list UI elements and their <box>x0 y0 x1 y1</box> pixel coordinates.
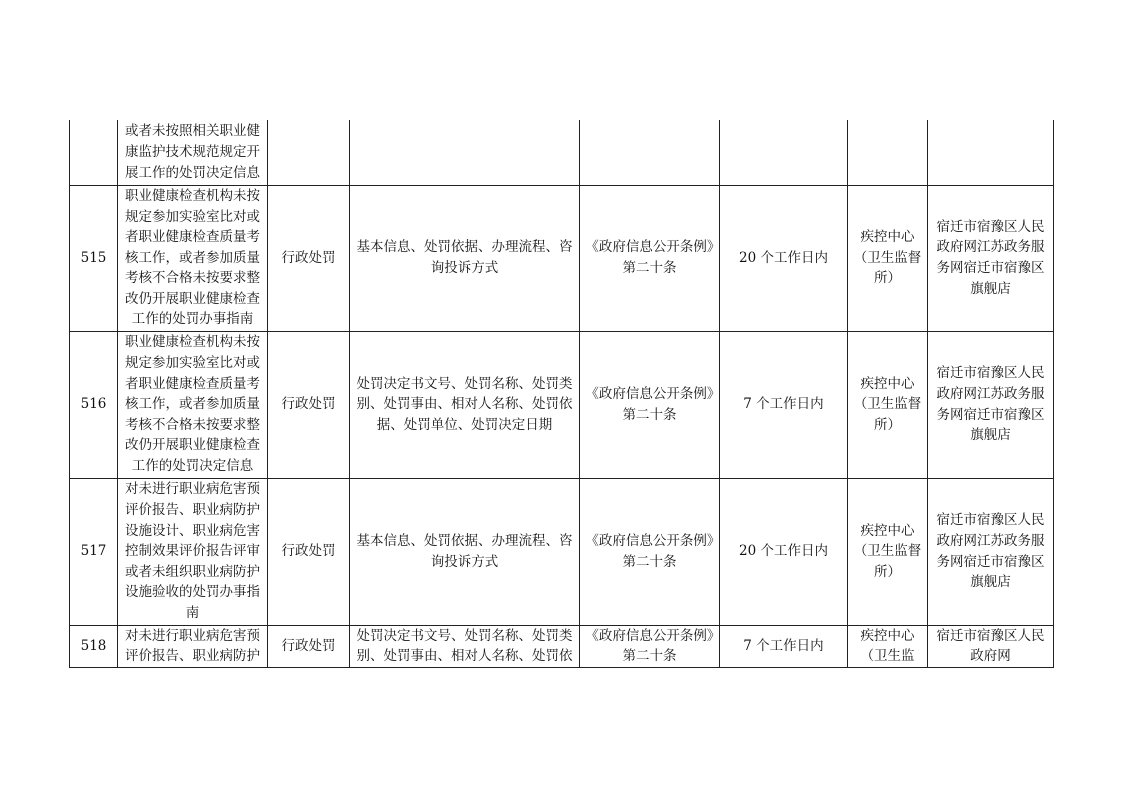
item-category: 行政处罚 <box>268 478 350 625</box>
item-channel: 宿迁市宿豫区人民政府网江苏政务服务网宿迁市宿豫区旗舰店 <box>928 478 1054 625</box>
item-number: 516 <box>70 331 118 478</box>
table-row <box>70 625 1054 667</box>
item-name: 对未进行职业病危害预评价报告、职业病防护设施设计、职业病危害控制效果评价报告评审或者未组织职业病防护设施验收的处罚办事指南 <box>118 478 268 625</box>
item-subject: 疾控中心（卫生监督所） <box>848 331 928 478</box>
item-basis: 《政府信息公开条例》第二十条 <box>580 478 720 625</box>
item-number: 518 <box>70 625 118 667</box>
item-number: 515 <box>70 185 118 331</box>
item-subject: 疾控中心（卫生监督所） <box>848 478 928 625</box>
item-basis: 《政府信息公开条例》第二十条 <box>580 331 720 478</box>
item-period: 7 个工作日内 <box>720 331 848 478</box>
item-content: 基本信息、处罚依据、办理流程、咨询投诉方式 <box>350 478 580 625</box>
item-basis <box>580 120 720 185</box>
item-channel: 宿迁市宿豫区人民政府网江苏政务服务网宿迁市宿豫区旗舰店 <box>928 331 1054 478</box>
item-category <box>268 120 350 185</box>
item-name: 对未进行职业病危害预评价报告、职业病防护 <box>118 625 268 667</box>
item-period: 20 个工作日内 <box>720 478 848 625</box>
table-row <box>70 185 1054 331</box>
item-name: 或者未按照相关职业健康监护技术规范规定开展工作的处罚决定信息 <box>118 120 268 185</box>
item-content <box>350 120 580 185</box>
item-channel <box>928 120 1054 185</box>
item-channel: 宿迁市宿豫区人民政府网 <box>928 625 1054 667</box>
item-name: 职业健康检查机构未按规定参加实验室比对或者职业健康检查质量考核工作，或者参加质量考核不合格未按要求整改仍开展职业健康检查工作的处罚决定信息 <box>118 331 268 478</box>
item-subject: 疾控中心（卫生监督所） <box>848 185 928 331</box>
item-category: 行政处罚 <box>268 331 350 478</box>
item-basis: 《政府信息公开条例》第二十条 <box>580 625 720 667</box>
item-name: 职业健康检查机构未按规定参加实验室比对或者职业健康检查质量考核工作，或者参加质量考核不合格未按要求整改仍开展职业健康检查工作的处罚办事指南 <box>118 185 268 331</box>
item-number <box>70 120 118 185</box>
item-subject <box>848 120 928 185</box>
table-row <box>70 331 1054 478</box>
item-channel: 宿迁市宿豫区人民政府网江苏政务服务网宿迁市宿豫区旗舰店 <box>928 185 1054 331</box>
item-content: 处罚决定书文号、处罚名称、处罚类别、处罚事由、相对人名称、处罚依 <box>350 625 580 667</box>
item-period: 7 个工作日内 <box>720 625 848 667</box>
item-subject: 疾控中心（卫生监 <box>848 625 928 667</box>
table-row <box>70 478 1054 625</box>
disclosure-table <box>69 120 1054 668</box>
item-basis: 《政府信息公开条例》第二十条 <box>580 185 720 331</box>
item-content: 处罚决定书文号、处罚名称、处罚类别、处罚事由、相对人名称、处罚依据、处罚单位、处罚决定日期 <box>350 331 580 478</box>
item-category: 行政处罚 <box>268 625 350 667</box>
item-category: 行政处罚 <box>268 185 350 331</box>
item-period <box>720 120 848 185</box>
item-period: 20 个工作日内 <box>720 185 848 331</box>
table-row <box>70 120 1054 185</box>
item-content: 基本信息、处罚依据、办理流程、咨询投诉方式 <box>350 185 580 331</box>
item-number: 517 <box>70 478 118 625</box>
